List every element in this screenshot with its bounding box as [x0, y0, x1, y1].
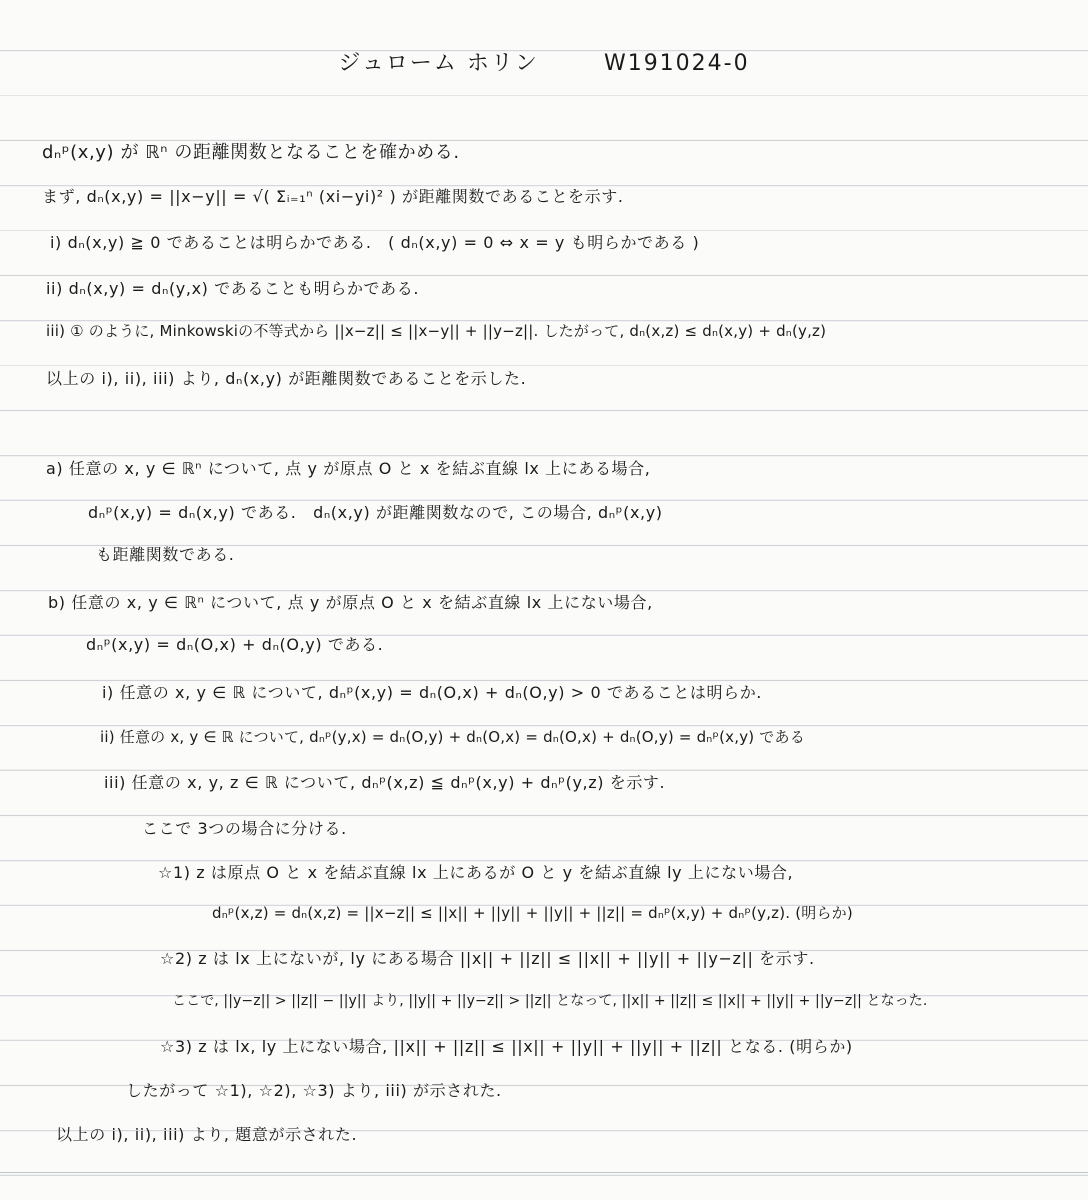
- text-line: iii) ① のように, Minkowskiの不等式から ||x−z|| ≤ ||x−y|| + ||y−z||. したがって, dₙ(x,z) ≤ dₙ(x,y) + dₙ(y,z): [46, 322, 827, 340]
- text-line: ここで 3つの場合に分ける.: [142, 819, 347, 838]
- conclusion: 以上の i), ii), iii) より, 題意が示された.: [56, 1125, 358, 1144]
- student-id: W191024-0: [603, 51, 750, 76]
- text-line: したがって ☆1), ☆2), ☆3) より, iii) が示された.: [126, 1081, 502, 1100]
- subcase-2: ☆2) z は lx 上にないが, ly にある場合 ||x|| + ||z|| ≤ ||x|| + ||y|| + ||y−z|| を示す.: [160, 949, 815, 968]
- problem-statement: dₙᵖ(x,y) が ℝⁿ の距離関数となることを確かめる.: [42, 142, 460, 163]
- subcase-3: ☆3) z は lx, ly 上にない場合, ||x|| + ||z|| ≤ ||x|| + ||y|| + ||y|| + ||z|| となる. (明らか): [160, 1037, 853, 1056]
- author-name: ジュローム ホリン: [338, 51, 539, 76]
- text-line: dₙᵖ(x,y) = dₙ(x,y) である. dₙ(x,y) が距離関数なので, この場合, dₙᵖ(x,y): [88, 503, 663, 522]
- text-line: ii) dₙ(x,y) = dₙ(y,x) であることも明らかである.: [46, 279, 420, 298]
- text-line: ここで, ||y−z|| > ||z|| − ||y|| より, ||y|| + ||y−z|| > ||z|| となって, ||x|| + ||z|| ≤ ||x|| + ||y|| + ||y−z|| となった.: [172, 993, 928, 1009]
- text-line: まず, dₙ(x,y) = ||x−y|| = √( Σᵢ₌₁ⁿ (xi−yi)² ) が距離関数であることを示す.: [42, 187, 624, 206]
- text-line: dₙᵖ(x,z) = dₙ(x,z) = ||x−z|| ≤ ||x|| + ||y|| + ||y|| + ||z|| = dₙᵖ(x,y) + dₙᵖ(y,z). (明らか): [212, 904, 853, 922]
- page-divider: [0, 1172, 1088, 1173]
- text-line: iii) 任意の x, y, z ∈ ℝ について, dₙᵖ(x,z) ≦ dₙᵖ(x,y) + dₙᵖ(y,z) を示す.: [104, 773, 666, 792]
- case-b-heading: b) 任意の x, y ∈ ℝⁿ について, 点 y が原点 O と x を結ぶ直線 lx 上にない場合,: [48, 593, 653, 612]
- text-line: 以上の i), ii), iii) より, dₙ(x,y) が距離関数であることを示した.: [46, 369, 527, 388]
- text-line: i) 任意の x, y ∈ ℝ について, dₙᵖ(x,y) = dₙ(O,x) + dₙ(O,y) > 0 であることは明らか.: [102, 683, 762, 702]
- text-line: dₙᵖ(x,y) = dₙ(O,x) + dₙ(O,y) である.: [86, 635, 384, 654]
- page-header: [0, 46, 1088, 77]
- case-a-heading: a) 任意の x, y ∈ ℝⁿ について, 点 y が原点 O と x を結ぶ直線 lx 上にある場合,: [46, 459, 651, 478]
- text-line: も距離関数である.: [96, 545, 235, 564]
- subcase-1: ☆1) z は原点 O と x を結ぶ直線 lx 上にあるが O と y を結ぶ直線 ly 上にない場合,: [158, 863, 794, 882]
- text-line: i) dₙ(x,y) ≧ 0 であることは明らかである. ( dₙ(x,y) = 0 ⇔ x = y も明らかである ): [50, 233, 700, 252]
- text-line: ii) 任意の x, y ∈ ℝ について, dₙᵖ(y,x) = dₙ(O,y) + dₙ(O,x) = dₙ(O,x) + dₙ(O,y) = dₙᵖ(x,y) である: [100, 728, 805, 746]
